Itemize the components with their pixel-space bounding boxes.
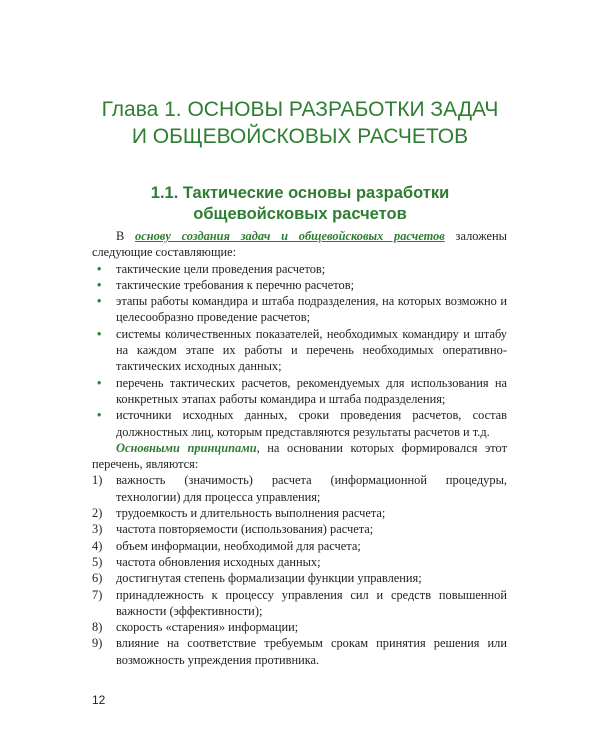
- list-item: [92, 277, 507, 293]
- page-number: 12: [92, 693, 106, 707]
- list-item: [92, 587, 507, 620]
- list-item-text: системы количественных показателей, необходимых командиру и штабу на каждом этапе их работы и перечень необходимых оперативно-тактических исходных данных;: [116, 326, 507, 374]
- list-item: [92, 326, 507, 375]
- section-title-line-2: общевойсковых расчетов: [193, 205, 407, 223]
- list-item-text: перечень тактических расчетов, рекомендуемых для использования на конкретных этапах работы командира и штаба подразделения;: [116, 375, 507, 406]
- list-item: [92, 261, 507, 277]
- item-number: 2): [92, 506, 103, 521]
- list-item: [92, 570, 507, 586]
- item-number: 1): [92, 473, 103, 488]
- principles-emphasis: Основными принципами: [116, 440, 257, 455]
- principles-intro-paragraph: [92, 440, 507, 473]
- list-item-text: достигнутая степень формализации функции управления;: [116, 571, 422, 586]
- list-item-text: тактические цели проведения расчетов;: [116, 261, 326, 276]
- list-item-text: важность (значимость) расчета (информационной процедуры, технологии) для процесса управления;: [116, 473, 507, 504]
- intro-suffix: заложены следующие составляющие:: [92, 229, 507, 260]
- intro-paragraph: [92, 228, 507, 261]
- chapter-title: [40, 96, 560, 150]
- list-item-text: частота повторяемости (использования) расчета;: [116, 522, 374, 537]
- item-number: 6): [92, 571, 103, 586]
- body-text: [92, 228, 507, 668]
- bullet-icon: •: [97, 375, 102, 390]
- list-item: [92, 407, 507, 440]
- item-number: 9): [92, 636, 103, 651]
- item-number: 8): [92, 620, 103, 635]
- list-item: [92, 375, 507, 408]
- list-item: [92, 538, 507, 554]
- bullet-icon: •: [97, 277, 102, 292]
- item-number: 3): [92, 522, 103, 537]
- principles-intro-suffix: , на основании которых формировался этот перечень, являются:: [92, 440, 508, 472]
- list-item-text: источники исходных данных, сроки проведения расчетов, состав должностных лиц, которым представляются результаты расчетов и т.д.: [116, 408, 507, 439]
- chapter-title-line-2: И ОБЩЕВОЙСКОВЫХ РАСЧЕТОВ: [131, 125, 469, 148]
- list-item-text: принадлежность к процессу управления сил и средств повышенной важности (эффективности);: [116, 587, 507, 618]
- bullet-icon: •: [97, 408, 102, 423]
- bullet-icon: •: [97, 261, 102, 276]
- list-item-text: этапы работы командира и штаба подразделения, на которых возможно и целесообразно проведение расчетов;: [116, 294, 507, 325]
- list-item: [92, 619, 507, 635]
- list-item-text: частота обновления исходных данных;: [116, 554, 321, 569]
- chapter-title-line-1: Глава 1. ОСНОВЫ РАЗРАБОТКИ ЗАДАЧ: [101, 98, 499, 121]
- bullet-icon: •: [97, 326, 102, 341]
- list-item: [92, 505, 507, 521]
- intro-prefix: В: [116, 229, 136, 243]
- section-title-line-1: 1.1. Тактические основы разработки: [150, 184, 450, 202]
- principles-list: [92, 472, 507, 668]
- item-number: 7): [92, 587, 103, 602]
- list-item-text: трудоемкость и длительность выполнения расчета;: [116, 506, 386, 521]
- list-item: [92, 472, 507, 505]
- components-list: [92, 261, 507, 440]
- list-item-text: объем информации, необходимой для расчета;: [116, 538, 361, 553]
- list-item: [92, 521, 507, 537]
- list-item: [92, 293, 507, 326]
- item-number: 4): [92, 538, 103, 553]
- section-title: [40, 183, 560, 225]
- bullet-icon: •: [97, 294, 102, 309]
- list-item-text: тактические требования к перечню расчетов;: [116, 277, 355, 292]
- list-item: [92, 635, 507, 668]
- list-item-text: скорость «старения» информации;: [116, 620, 299, 635]
- list-item-text: влияние на соответствие требуемым срокам принятия решения или возможность упреждения противника.: [116, 636, 507, 667]
- list-item: [92, 554, 507, 570]
- item-number: 5): [92, 554, 103, 569]
- intro-emphasis: основу создания задач и общевойсковых расчетов: [135, 229, 445, 243]
